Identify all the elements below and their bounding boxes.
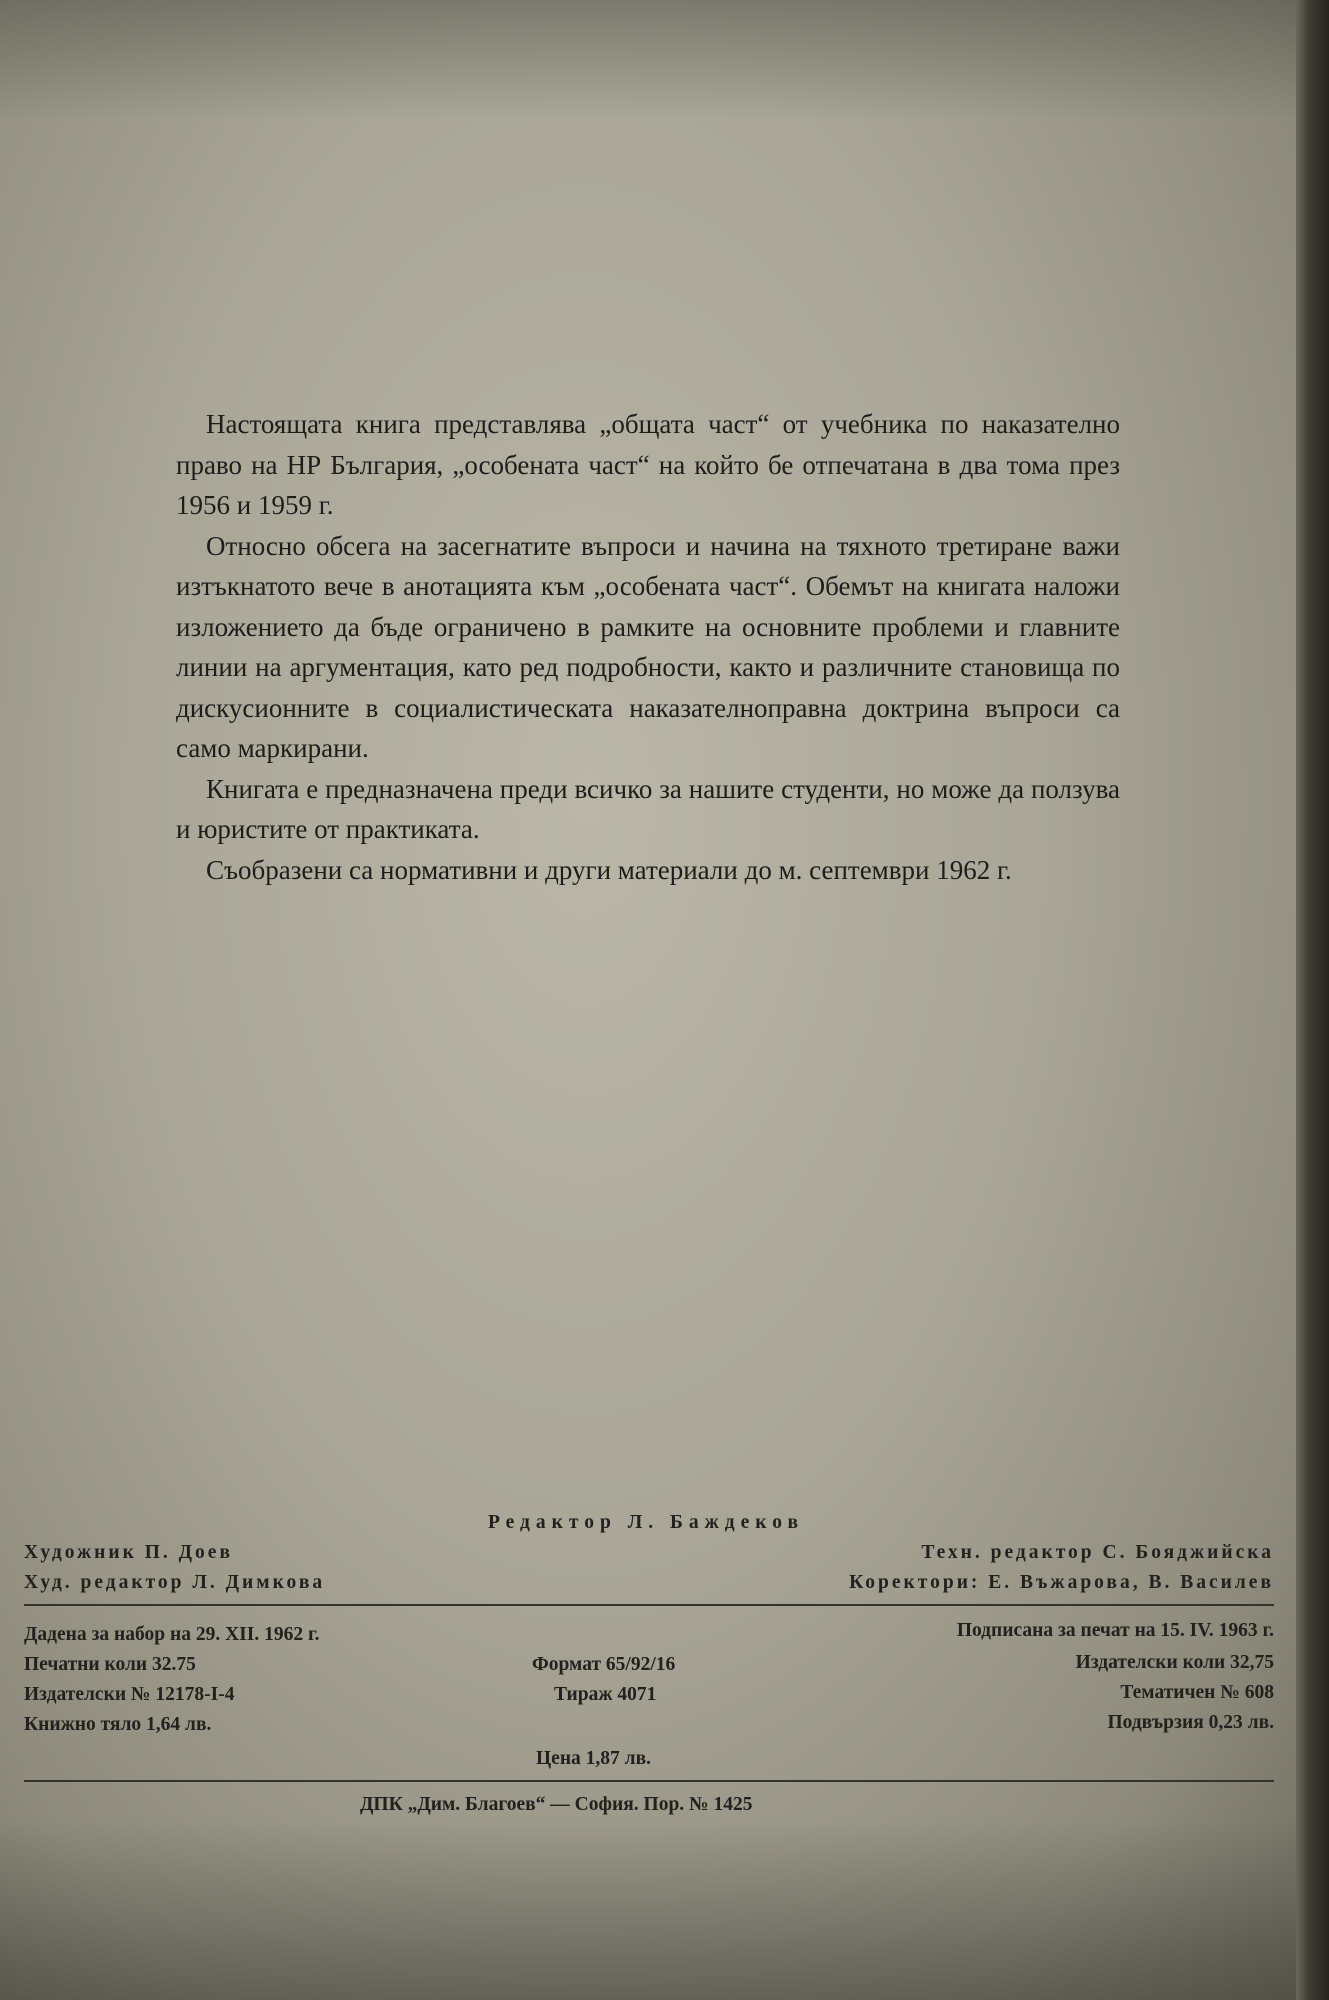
thematic-number: Тематичен № 608 [1120,1682,1274,1703]
colophon-divider-bottom [24,1780,1274,1782]
proofreaders-credit: Коректори: Е. Въжарова, В. Василев [849,1572,1274,1593]
publisher-sheets: Издателски коли 32,75 [1075,1652,1274,1673]
binding-price: Подвързия 0,23 лв. [1107,1712,1274,1733]
print-run: Тираж 4071 [554,1684,657,1705]
annotation-paragraph: Книгата е предназначена преди всичко за нашите студенти, но може да ползува и юристите от практиката. [176,773,1120,844]
book-page-edge [1296,0,1329,2000]
signed-date: Подписана за печат на 15. IV. 1963 г. [956,1620,1274,1641]
art-editor-credit: Худ. редактор Л. Димкова [24,1572,326,1593]
annotation-paragraph: Относно обсега на засегнатите въпроси и начина на тяхното третиране важи изтъкнатото вече в анотацията към „особената част“. Обемът на книгата наложи изложението да бъде ограничено в рамките на основните проблеми и главните линии на аргументация, като ред подробности, както и различните становища по дискусионните в социалистическата наказателноправна доктрина въпроси са само маркирани. [176,530,1120,763]
tech-editor-credit: Техн. редактор С. Бояджийска [921,1542,1274,1563]
annotation-paragraph: Настоящата книга представлява „общата част“ от учебника по наказателно право на НР България, „особената част“ на който бе отпечатана в два тома през 1956 и 1959 г. [176,409,1120,520]
colophon-divider-top [24,1604,1274,1606]
editor-credit: Редактор Л. Баждеков [488,1512,805,1533]
printer-imprint: ДПК „Дим. Благоев“ — София. Пор. № 1425 [360,1794,753,1815]
book-body-price: Книжно тяло 1,64 лв. [24,1714,212,1735]
paper-format: Формат 65/92/16 [532,1654,676,1675]
annotation-text [176,404,1120,890]
page-shadow-top [0,0,1300,120]
submitted-date: Дадена за набор на 29. XII. 1962 г. [24,1624,320,1645]
annotation-paragraph: Съобразени са нормативни и други материали до м. септември 1962 г. [206,854,1012,885]
total-price: Цена 1,87 лв. [536,1748,652,1769]
page-shadow-bottom [0,1820,1300,2000]
colophon [24,1512,1274,1815]
publisher-number: Издателски № 12178-I-4 [24,1684,235,1705]
artist-credit: Художник П. Доев [24,1542,233,1563]
print-sheets: Печатни коли 32.75 [24,1654,196,1675]
